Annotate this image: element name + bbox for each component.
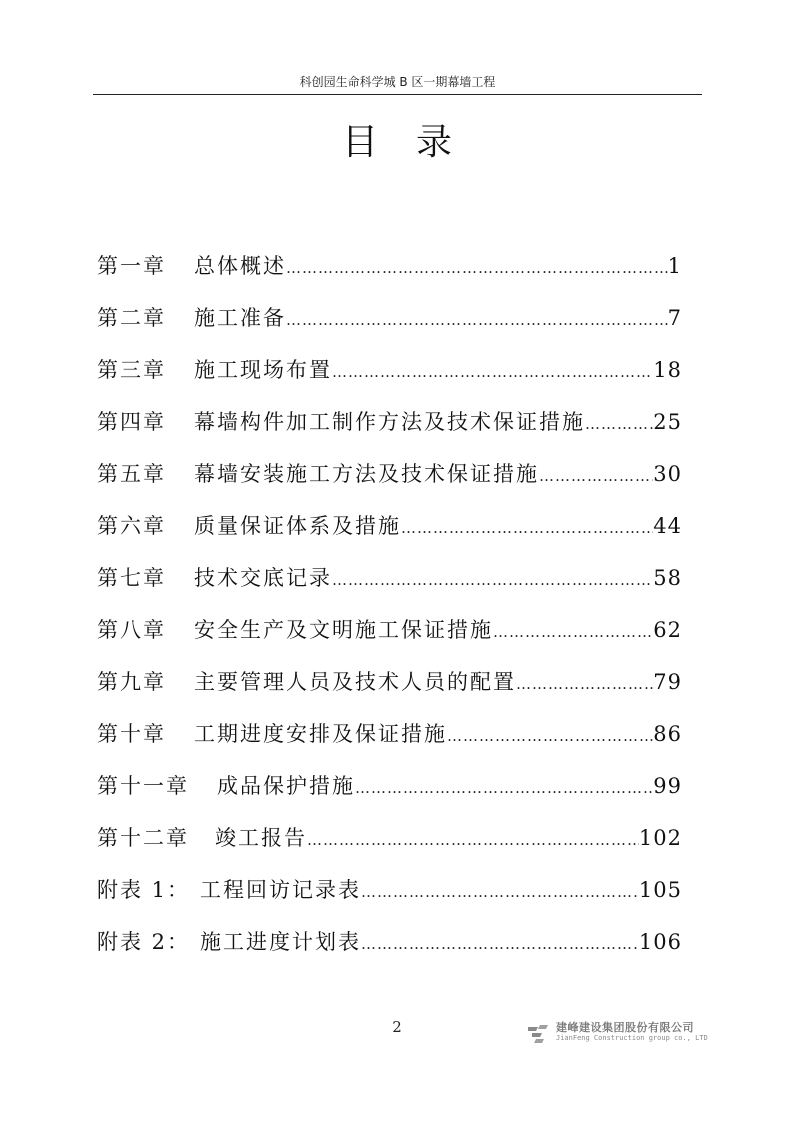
toc-entry[interactable] [97,922,682,974]
table-of-contents [97,246,682,974]
toc-dot-leader [307,820,639,860]
toc-page-number: 102 [638,826,682,850]
toc-entry[interactable] [97,662,682,714]
toc-page-number: 18 [653,358,682,382]
toc-entry[interactable] [97,350,682,402]
toc-entry-title: 幕墙构件加工制作方法及技术保证措施 [194,410,585,434]
toc-dot-leader [332,560,653,600]
toc-chapter-label: 第九章 [97,670,166,694]
toc-dot-leader [286,248,668,288]
toc-page-number: 25 [653,410,682,434]
toc-page-number: 99 [653,774,682,798]
toc-chapter-label: 第三章 [97,358,166,382]
page-title: 目录 [341,122,490,163]
toc-entry-title: 施工准备 [194,306,286,330]
toc-dot-leader [355,768,653,808]
toc-chapter-label: 第一章 [97,254,166,278]
toc-entry[interactable] [97,402,682,454]
toc-dot-leader [361,872,639,912]
toc-page-number: 1 [667,254,682,278]
toc-entry[interactable] [97,454,682,506]
toc-entry-title: 工期进度安排及保证措施 [194,722,447,746]
toc-page-number: 105 [638,878,682,902]
toc-chapter-label: 第六章 [97,514,166,538]
toc-entry-title: 技术交底记录 [194,566,332,590]
toc-page-number: 44 [653,514,682,538]
toc-entry-title: 总体概述 [194,254,286,278]
company-name-en: JianFeng Construction group co., LTD [556,1034,708,1042]
running-header: 科创园生命科学城 B 区一期幕墙工程 [299,75,496,89]
toc-chapter-label: 第十一章 [97,774,189,798]
toc-page-number: 106 [638,930,682,954]
toc-dot-leader [585,404,653,444]
toc-entry-title: 竣工报告 [215,826,307,850]
toc-dot-leader [401,508,653,548]
toc-dot-leader [286,300,668,340]
toc-entry[interactable] [97,558,682,610]
company-name-cn: 建峰建设集团股份有限公司 [556,1021,694,1034]
toc-chapter-label: 第七章 [97,566,166,590]
toc-entry[interactable] [97,246,682,298]
toc-dot-leader [447,716,653,756]
toc-entry[interactable] [97,298,682,350]
toc-entry[interactable] [97,610,682,662]
toc-chapter-label: 第十章 [97,722,166,746]
toc-entry[interactable] [97,870,682,922]
toc-dot-leader [493,612,653,652]
toc-dot-leader [332,352,653,392]
toc-entry[interactable] [97,766,682,818]
toc-entry-title: 安全生产及文明施工保证措施 [194,618,493,642]
toc-entry-title: 成品保护措施 [217,774,355,798]
toc-entry[interactable] [97,506,682,558]
company-logo-mark-icon [526,1021,550,1045]
toc-chapter-label: 附表 1： [97,878,191,902]
toc-chapter-label: 第八章 [97,618,166,642]
toc-dot-leader [361,924,639,964]
toc-entry-title: 主要管理人员及技术人员的配置 [194,670,516,694]
toc-chapter-label: 第十二章 [97,826,189,850]
toc-page-number: 86 [653,722,682,746]
toc-entry[interactable] [97,714,682,766]
toc-chapter-label: 第五章 [97,462,166,486]
toc-entry-title: 施工现场布置 [194,358,332,382]
toc-page-number: 7 [667,306,682,330]
company-logo [526,1019,708,1047]
header-rule [93,94,702,95]
toc-entry-title: 工程回访记录表 [200,878,362,902]
toc-entry-title: 质量保证体系及措施 [194,514,401,538]
toc-page-number: 62 [653,618,682,642]
toc-page-number: 58 [653,566,682,590]
toc-dot-leader [516,664,653,704]
toc-entry-title: 施工进度计划表 [200,930,362,954]
toc-dot-leader [539,456,653,496]
toc-entry-title: 幕墙安装施工方法及技术保证措施 [194,462,539,486]
toc-page-number: 79 [653,670,682,694]
toc-chapter-label: 第二章 [97,306,166,330]
toc-chapter-label: 第四章 [97,410,166,434]
toc-chapter-label: 附表 2： [97,930,191,954]
page-number: 2 [392,1018,402,1036]
toc-page-number: 30 [653,462,682,486]
toc-entry[interactable] [97,818,682,870]
